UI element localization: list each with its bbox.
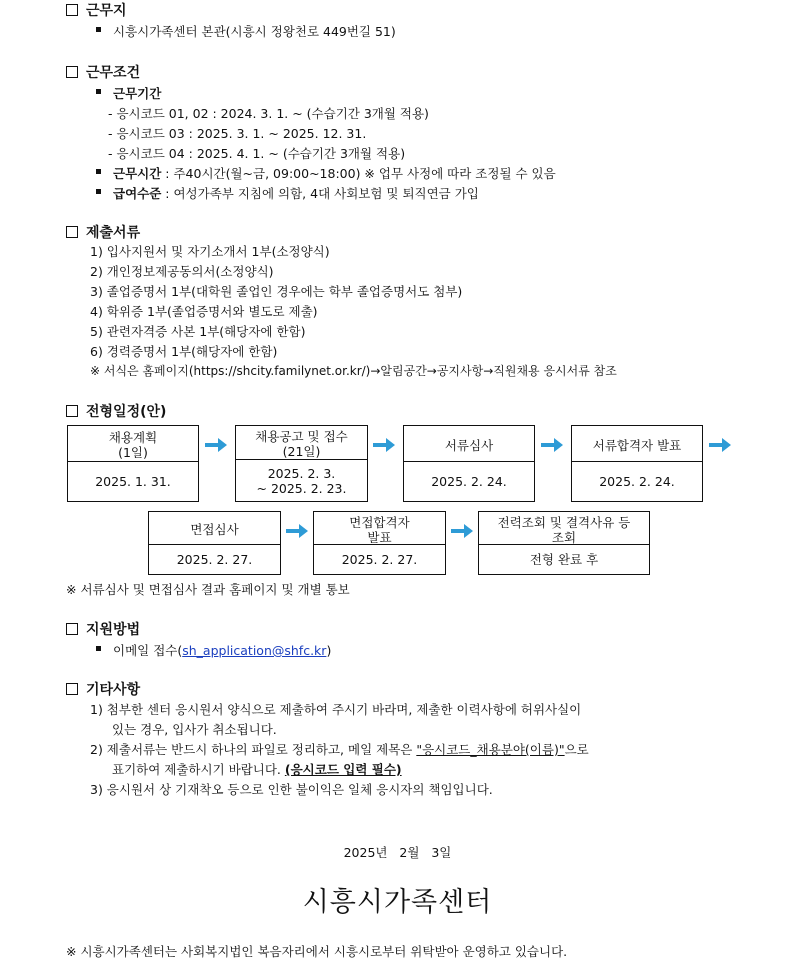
checkbox-square-icon — [66, 405, 78, 417]
documents-note: ※ 서식은 홈페이지(https://shcity.familynet.or.kr/)→알림공간→공지사항→직원채용 응시서류 참조 — [90, 364, 617, 378]
arrow-right-icon — [541, 438, 563, 452]
schedule-step-interview-result — [313, 511, 446, 575]
period-item: - 응시코드 04 : 2025. 4. 1. ~ (수습기간 3개월 적용) — [108, 146, 406, 161]
period-item: - 응시코드 01, 02 : 2024. 3. 1. ~ (수습기간 3개월 적용) — [108, 106, 429, 121]
arrow-right-icon — [709, 438, 731, 452]
apply-suffix: ) — [326, 643, 332, 658]
document-item: 6) 경력증명서 1부(해당자에 한함) — [90, 344, 278, 359]
arrow-right-icon — [205, 438, 227, 452]
workplace-item: 시흥시가족센터 본관(시흥시 정왕천로 449번길 51) — [113, 24, 396, 39]
step-title: 전력조회 및 결격사유 등 조회 — [497, 514, 631, 545]
checkbox-square-icon — [66, 683, 78, 695]
section-conditions-heading: 근무조건 — [66, 62, 140, 82]
arrow-right-icon — [286, 524, 308, 538]
document-item: 4) 학위증 1부(졸업증명서와 별도로 제출) — [90, 304, 318, 319]
step-date: 전형 완료 후 — [479, 544, 649, 574]
etc-item-1-cont: 있는 경우, 입사가 취소됩니다. — [112, 722, 277, 737]
schedule-step-doc-result — [571, 425, 703, 502]
required-code-note: (응시코드 입력 필수) — [284, 762, 402, 777]
document-item: 3) 졸업증명서 1부(대학원 졸업인 경우에는 학부 졸업증명서도 첨부) — [90, 284, 463, 299]
apply-line — [113, 641, 331, 659]
document-item: 1) 입사지원서 및 자기소개서 1부(소정양식) — [90, 244, 330, 259]
schedule-note: ※ 서류심사 및 면접심사 결과 홈페이지 및 개별 통보 — [66, 582, 350, 597]
etc-item-2-cont — [112, 760, 402, 778]
step-title: 채용계획 (1일) — [108, 430, 158, 460]
period-label: 근무기간 — [113, 86, 162, 101]
period-item: - 응시코드 03 : 2025. 3. 1. ~ 2025. 12. 31. — [108, 126, 367, 141]
arrow-right-icon — [451, 524, 473, 538]
section-workplace-heading: 근무지 — [66, 0, 127, 20]
pay-label: 급여수준 — [113, 186, 162, 201]
document-item: 2) 개인정보제공동의서(소정양식) — [90, 264, 274, 279]
etc-item-2-cont-text: 표기하여 제출하시기 바랍니다. — [112, 762, 285, 777]
checkbox-square-icon — [66, 226, 78, 238]
step-title: 서류합격자 발표 — [592, 437, 682, 453]
schedule-step-notice — [235, 425, 368, 502]
etc-item-3: 3) 응시원서 상 기재착오 등으로 인한 불이익은 일체 응시자의 책임입니다. — [90, 782, 493, 797]
hours-line — [113, 164, 556, 182]
step-date: 2025. 1. 31. — [68, 461, 198, 501]
apply-label: 이메일 접수( — [113, 643, 183, 658]
step-title: 채용공고 및 접수 (21일) — [255, 429, 348, 459]
pay-line — [113, 184, 479, 202]
arrow-right-icon — [373, 438, 395, 452]
schedule-step-plan — [67, 425, 199, 502]
section-apply-heading: 지원방법 — [66, 619, 140, 639]
schedule-step-interview — [148, 511, 281, 575]
step-date: 2025. 2. 24. — [404, 461, 534, 501]
section-documents-heading: 제출서류 — [66, 222, 140, 242]
announcement-date: 2025년 2월 3일 — [343, 845, 452, 860]
email-link[interactable]: sh_application@shfc.kr — [182, 643, 327, 658]
etc-item-2-text: 2) 제출서류는 반드시 하나의 파일로 정리하고, 메일 제목은 — [90, 742, 417, 757]
etc-item-1: 1) 첨부한 센터 응시원서 양식으로 제출하여 주시기 바라며, 제출한 이력사항에 허위사실이 — [90, 702, 582, 717]
hours-text: : 주40시간(월~금, 09:00~18:00) ※ 업무 사정에 따라 조정될 수 있음 — [161, 166, 556, 181]
document-item: 5) 관련자격증 사본 1부(해당자에 한함) — [90, 324, 306, 339]
section-etc-heading: 기타사항 — [66, 679, 140, 699]
footer-note: ※ 시흥시가족센터는 사회복지법인 복음자리에서 시흥시로부터 위탁받아 운영하고 있습니다. — [66, 944, 568, 959]
step-date: 2025. 2. 24. — [572, 461, 702, 501]
schedule-step-background-check — [478, 511, 650, 575]
step-date: 2025. 2. 27. — [149, 544, 280, 574]
step-date: 2025. 2. 3. ~ 2025. 2. 23. — [236, 459, 367, 501]
section-schedule-heading: 전형일정(안) — [66, 401, 166, 421]
etc-item-2 — [90, 740, 589, 758]
step-title: 면접심사 — [190, 522, 239, 537]
checkbox-square-icon — [66, 4, 78, 16]
schedule-step-doc-review — [403, 425, 535, 502]
pay-text: : 여성가족부 지침에 의함, 4대 사회보험 및 퇴직연금 가입 — [161, 186, 479, 201]
checkbox-square-icon — [66, 623, 78, 635]
mail-subject-format: "응시코드_채용분야(이름)" — [416, 742, 565, 757]
step-title: 면접합격자 발표 — [349, 514, 410, 545]
org-name: 시흥시가족센터 — [302, 887, 493, 918]
step-date: 2025. 2. 27. — [314, 544, 445, 574]
checkbox-square-icon — [66, 66, 78, 78]
hours-label: 근무시간 — [113, 166, 162, 181]
etc-item-2-tail: 으로 — [564, 742, 589, 757]
step-title: 서류심사 — [444, 437, 494, 453]
